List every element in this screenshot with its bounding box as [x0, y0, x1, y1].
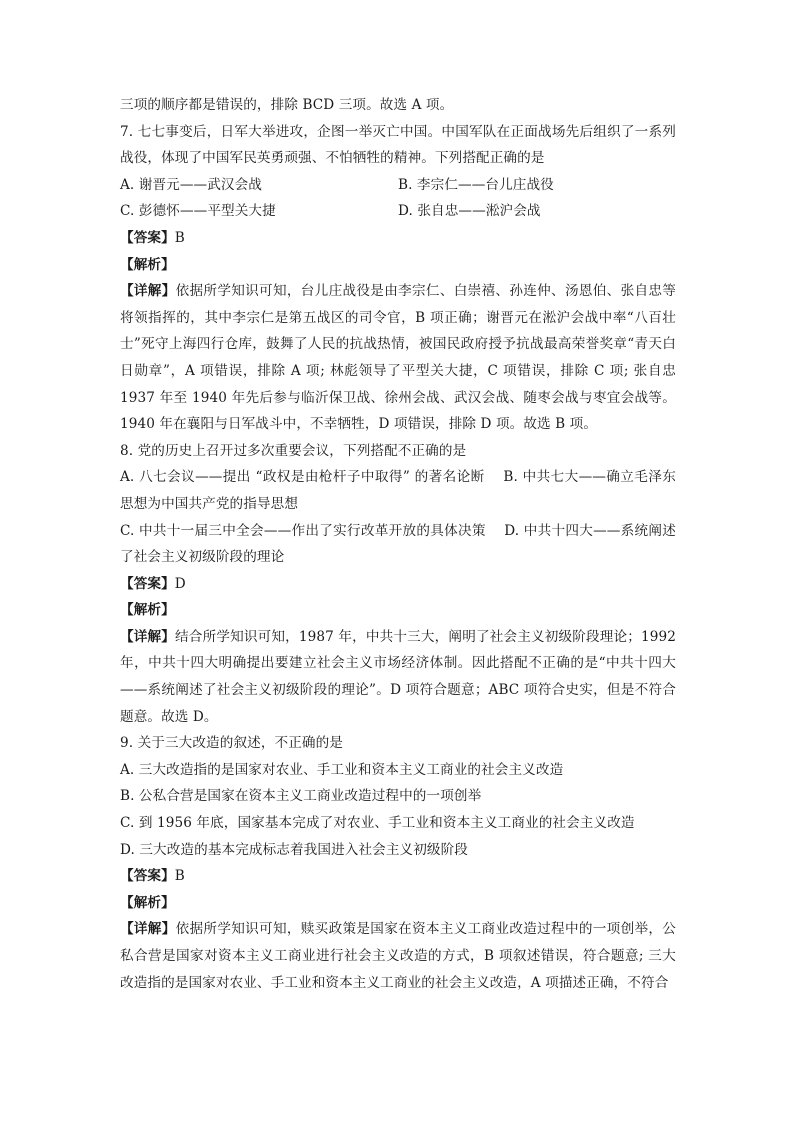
question-9-stem: 9. 关于三大改造的叙述，不正确的是 [120, 735, 343, 752]
question-9-analysis [120, 890, 676, 917]
question-9-detail [120, 916, 676, 996]
detail-tag: 【详解】 [120, 283, 176, 300]
question-7-option-b: B. 李宗仁——台儿庄战役 [398, 176, 554, 193]
document-page [120, 92, 676, 996]
answer-value: B [174, 868, 185, 885]
question-7-stem: 7. 七七事变后，日军大举进攻，企图一举灭亡中国。中国军队在正面战场先后组织了一系列战役，体现了中国军民英勇顽强、不怕牺牲的精神。下列搭配正确的是 [120, 123, 676, 167]
detail-text: 结合所学知识可知，1987 年，中共十三大，阐明了社会主义初级阶段理论；1992 年，中共十四大明确提出要建立社会主义市场经济体制。因此搭配不正确的是“中共十四大——系统阐述了社会主义初级阶段的理论”。D 项符合题意；ABC 项符合史实，但是不符合题意。故选 D。 [120, 628, 676, 725]
question-8-detail [120, 624, 676, 730]
analysis-tag: 【解析】 [120, 602, 175, 619]
question-7-answer [120, 225, 676, 252]
question-9-option-b: B. 公私合营是国家在资本主义工商业改造过程中的一项创举 [120, 788, 482, 805]
detail-text: 依据所学知识可知，台儿庄战役是由李宗仁、白崇禧、孙连仲、汤恩伯、张自忠等将领指挥的，其中李宗仁是第五战区的司令官，B 项正确；谢晋元在淞沪会战中率“八百壮士”死守上海四行仓库，鼓舞了人民的抗战热情，被国民政府授予抗战最高荣誉奖章“青天白日勋章”，A 项错误，排除 A 项; 林彪领导了平型关大捷，C 项错误，排除 C 项; 张自忠 1937 年至 1940 年先后参与临沂保卫战、徐州会战、武汉会战、随枣会战与枣宜会战等。1940 年在襄阳与日军战斗中，不幸牺牲，D 项错误，排除 D 项。故选 B 项。 [120, 283, 676, 433]
question-8-options-ab: A. 八七会议——提出 “政权是由枪杆子中取得” 的著名论断 B. 中共七大——确立毛泽东思想为中国共产党的指导思想 [120, 469, 676, 512]
answer-value: D [174, 575, 186, 592]
answer-tag: 【答案】 [120, 229, 175, 246]
answer-value: B [174, 229, 185, 246]
question-9-answer [120, 863, 676, 890]
question-7-detail [120, 278, 676, 438]
answer-tag: 【答案】 [120, 868, 175, 885]
question-7-option-d: D. 张自忠——淞沪会战 [398, 203, 541, 220]
question-7-analysis [120, 252, 676, 279]
analysis-tag: 【解析】 [120, 256, 175, 273]
question-9-option-c: C. 到 1956 年底，国家基本完成了对农业、手工业和资本主义工商业的社会主义改造 [120, 815, 635, 832]
analysis-tag: 【解析】 [120, 894, 175, 911]
question-7-options-row-1 [120, 172, 676, 199]
question-8-answer [120, 571, 676, 598]
question-8-stem: 8. 党的历史上召开过多次重要会议，下列搭配不正确的是 [120, 442, 467, 459]
answer-tag: 【答案】 [120, 575, 175, 592]
detail-text: 依据所学知识可知，赎买政策是国家在资本主义工商业改造过程中的一项创举，公私合营是国家对资本主义工商业进行社会主义改造的方式，B 项叙述错误，符合题意; 三大改造指的是国家对农业、手工业和资本主义工商业的社会主义改造，A 项描述正确，不符合 [120, 921, 676, 991]
question-7-option-a: A. 谢晋元——武汉会战 [120, 176, 263, 193]
question-9-option-d: D. 三大改造的基本完成标志着我国进入社会主义初级阶段 [120, 841, 469, 858]
detail-tag: 【详解】 [120, 921, 176, 938]
detail-tag: 【详解】 [120, 628, 176, 645]
question-8-analysis [120, 597, 676, 624]
intro-text: 三项的顺序都是错误的，排除 BCD 三项。故选 A 项。 [120, 97, 454, 113]
question-9-option-a: A. 三大改造指的是国家对农业、手工业和资本主义工商业的社会主义改造 [120, 761, 564, 778]
question-7-options-row-2 [120, 198, 676, 225]
question-8-options-cd: C. 中共十一届三中全会——作出了实行改革开放的具体决策 D. 中共十四大——系统阐述了社会主义初级阶段的理论 [120, 522, 676, 566]
question-7-option-c: C. 彭德怀——平型关大捷 [120, 203, 276, 220]
